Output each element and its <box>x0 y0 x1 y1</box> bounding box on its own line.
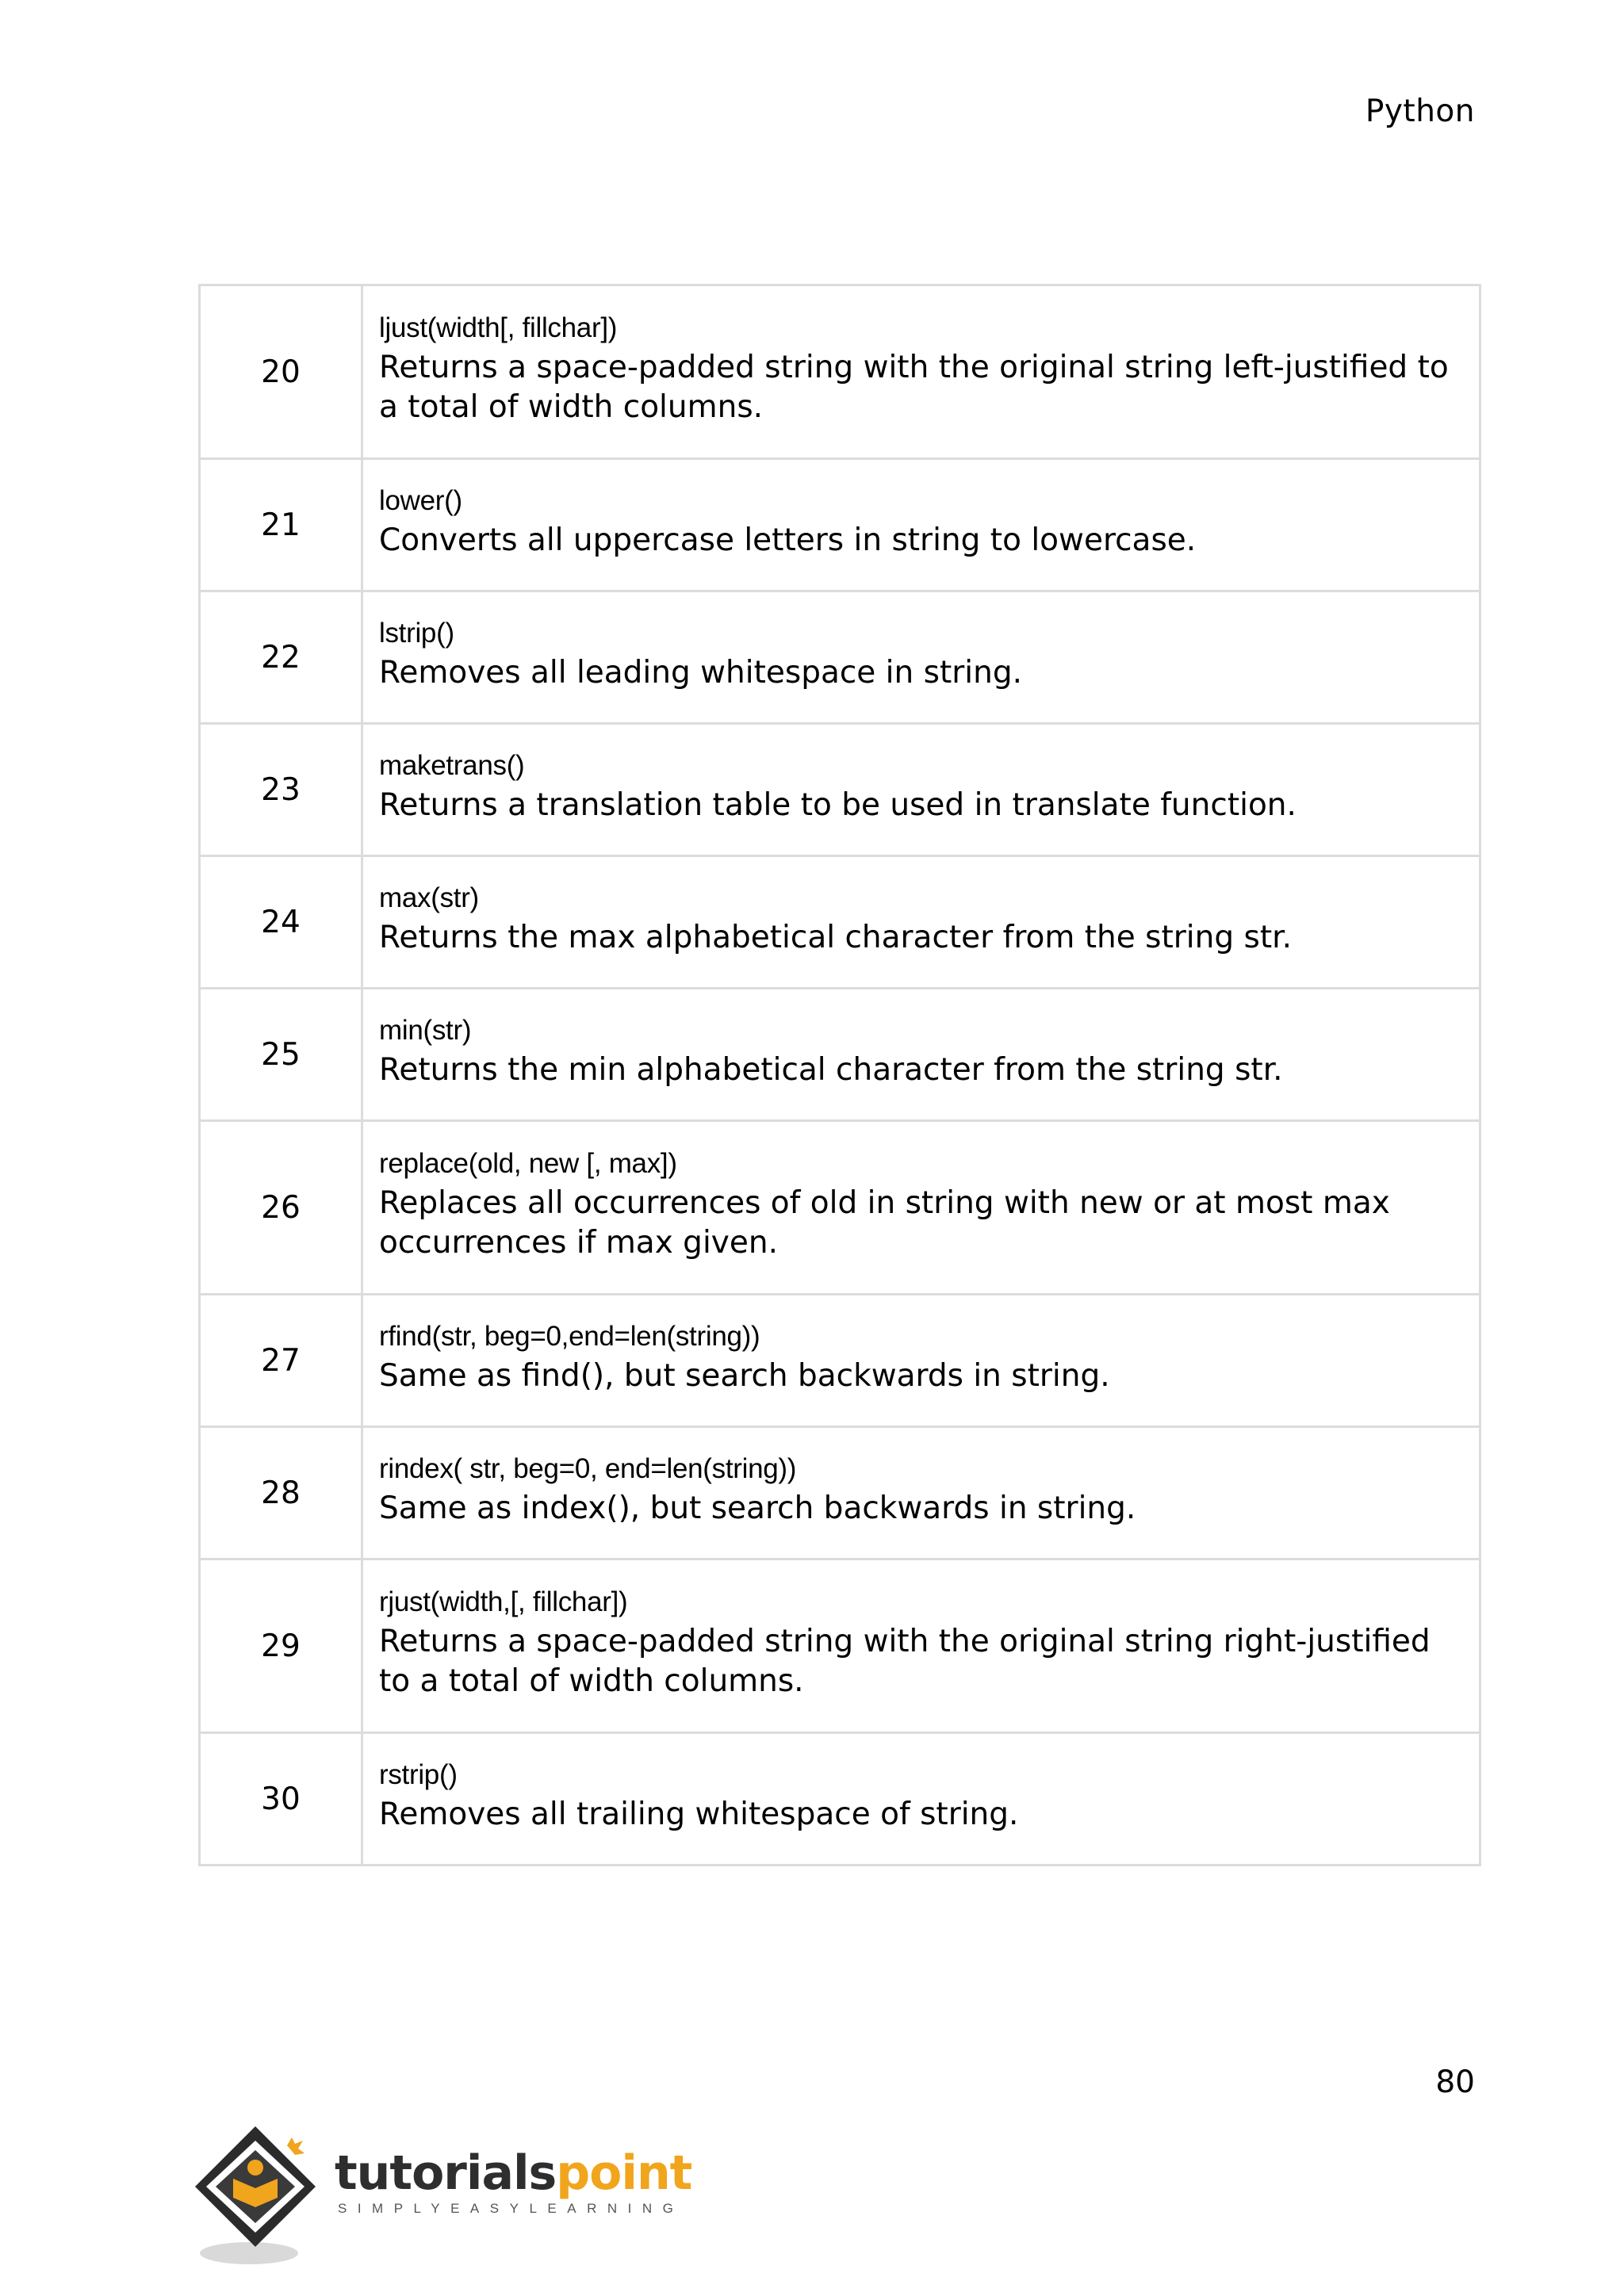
method-description: Returns a space-padded string with the original string right-justified to a total of width columns. <box>379 1624 1431 1699</box>
method-cell <box>362 1295 1480 1427</box>
logo-tagline: SIMPLYEASYLEARNING <box>338 2201 684 2216</box>
method-signature: maketrans() <box>379 750 525 781</box>
table-row <box>200 989 1480 1121</box>
logo-wordmark: tutorialspoint <box>335 2145 692 2201</box>
method-description: Returns a translation table to be used in translate function. <box>379 787 1297 823</box>
method-signature: rfind(str, beg=0,end=len(string)) <box>379 1321 760 1352</box>
method-description: Same as find(), but search backwards in string. <box>379 1358 1110 1394</box>
row-number: 27 <box>200 1295 362 1427</box>
method-cell <box>362 1559 1480 1733</box>
method-cell <box>362 285 1480 459</box>
row-number: 29 <box>200 1559 362 1733</box>
row-number: 21 <box>200 459 362 591</box>
table-row <box>200 1559 1480 1733</box>
table-row <box>200 1427 1480 1559</box>
table-row <box>200 1295 1480 1427</box>
table-row <box>200 856 1480 989</box>
row-number: 24 <box>200 856 362 989</box>
method-description: Returns a space-padded string with the original string left-justified to a total of width columns. <box>379 350 1449 425</box>
method-cell <box>362 724 1480 856</box>
table-row <box>200 591 1480 724</box>
logo-emblem-icon <box>193 2122 336 2272</box>
running-header: Python <box>1365 94 1475 129</box>
method-description: Converts all uppercase letters in string to lowercase. <box>379 522 1197 558</box>
method-signature: min(str) <box>379 1015 472 1046</box>
method-cell <box>362 856 1480 989</box>
row-number: 26 <box>200 1121 362 1295</box>
row-number: 20 <box>200 285 362 459</box>
method-description: Same as index(), but search backwards in string. <box>379 1490 1136 1526</box>
row-number: 30 <box>200 1733 362 1866</box>
row-number: 25 <box>200 989 362 1121</box>
method-signature: lower() <box>379 485 462 516</box>
row-number: 28 <box>200 1427 362 1559</box>
method-description: Replaces all occurrences of old in string with new or at most max occurrences if max given. <box>379 1185 1390 1261</box>
method-signature: rjust(width,[, fillchar]) <box>379 1586 628 1617</box>
tutorialspoint-logo <box>193 2122 693 2272</box>
method-signature: rstrip() <box>379 1759 458 1790</box>
method-description: Removes all leading whitespace in string. <box>379 655 1022 691</box>
method-cell <box>362 1121 1480 1295</box>
method-cell <box>362 591 1480 724</box>
method-cell <box>362 1427 1480 1559</box>
method-signature: rindex( str, beg=0, end=len(string)) <box>379 1453 797 1484</box>
table-row <box>200 724 1480 856</box>
method-signature: ljust(width[, fillchar]) <box>379 312 618 343</box>
table-row <box>200 1121 1480 1295</box>
method-description: Returns the min alphabetical character from the string str. <box>379 1052 1283 1088</box>
method-cell <box>362 1733 1480 1866</box>
method-cell <box>362 989 1480 1121</box>
table-row <box>200 459 1480 591</box>
page-number: 80 <box>1435 2064 1475 2100</box>
method-description: Returns the max alphabetical character from the string str. <box>379 920 1292 955</box>
row-number: 22 <box>200 591 362 724</box>
method-signature: lstrip() <box>379 618 454 649</box>
table-row <box>200 285 1480 459</box>
table-row <box>200 1733 1480 1866</box>
row-number: 23 <box>200 724 362 856</box>
method-signature: replace(old, new [, max]) <box>379 1148 677 1179</box>
method-cell <box>362 459 1480 591</box>
method-signature: max(str) <box>379 882 479 913</box>
method-description: Removes all trailing whitespace of string. <box>379 1797 1019 1832</box>
string-methods-table <box>198 284 1481 1866</box>
